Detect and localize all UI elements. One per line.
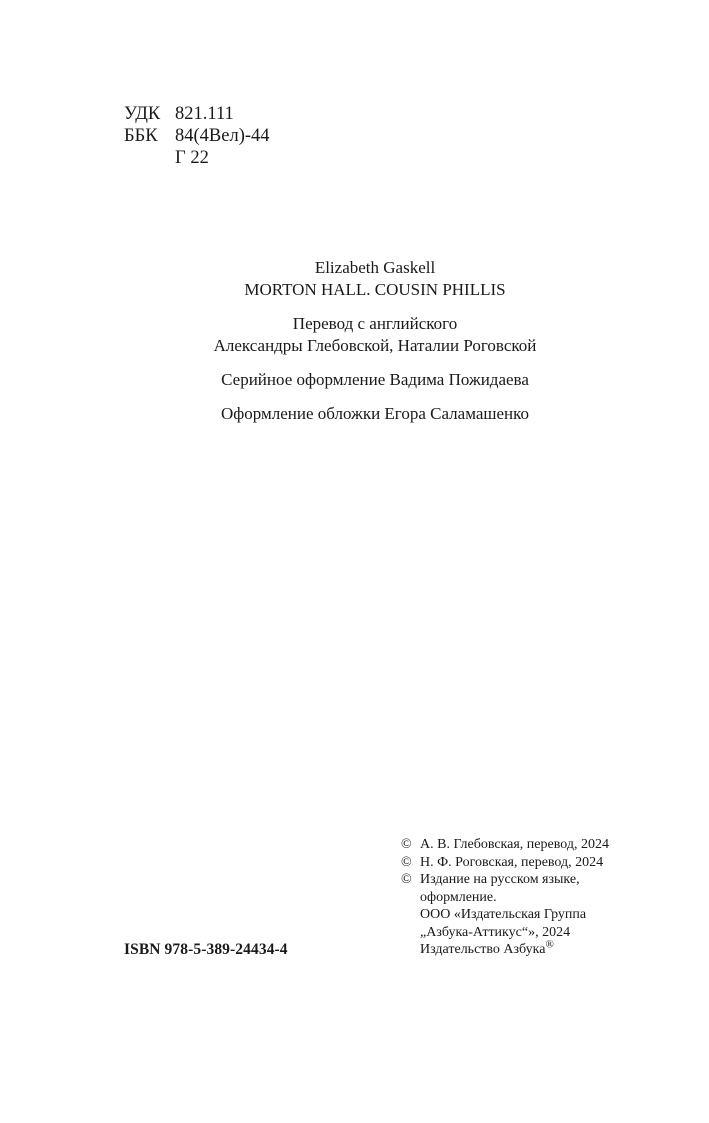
publisher-name: „Азбука-Аттикус“», 2024	[420, 924, 571, 940]
bbk-value: 84(4Вел)-44	[175, 126, 270, 146]
author-name: Elizabeth Gaskell	[314, 258, 436, 277]
copyright-text: оформление.	[420, 889, 497, 905]
udk-row	[124, 103, 270, 125]
copyright-line	[401, 836, 609, 854]
udk-value: 821.111	[175, 104, 234, 124]
publisher-name: ООО «Издательская Группа	[420, 907, 587, 922]
copyright-line	[401, 871, 609, 889]
copyright-symbol: ©	[401, 854, 412, 870]
cover-design-credit: Оформление обложки Егора Саламашенко	[220, 404, 530, 423]
imprint-line	[401, 938, 609, 959]
author-mark-row	[124, 147, 270, 169]
copyright-symbol: ©	[401, 872, 412, 887]
copyright-text: А. В. Глебовская, перевод, 2024	[420, 837, 609, 852]
translation-label: Перевод с английского	[292, 314, 458, 333]
classification-block	[124, 103, 270, 169]
copyright-text: Н. Ф. Роговская, перевод, 2024	[420, 854, 604, 870]
book-title: MORTON HALL. COUSIN PHILLIS	[244, 280, 506, 299]
copyright-line	[401, 854, 609, 872]
isbn: ISBN 978-5-389-24434-4	[124, 941, 288, 958]
udk-label: УДК	[124, 104, 161, 124]
copyright-symbol: ©	[401, 837, 412, 852]
title-block	[154, 257, 596, 425]
translators: Александры Глебовской, Наталии Роговской	[213, 336, 537, 355]
copyright-text: Издание на русском языке,	[420, 872, 580, 887]
registered-mark: ®	[545, 938, 554, 951]
bbk-label: ББК	[124, 126, 158, 146]
author-mark: Г 22	[175, 148, 209, 168]
series-design-credit: Серийное оформление Вадима Пожидаева	[221, 370, 529, 389]
copyright-block	[401, 836, 609, 959]
bbk-row	[124, 125, 270, 147]
imprint-name: Издательство Азбука	[420, 942, 546, 957]
